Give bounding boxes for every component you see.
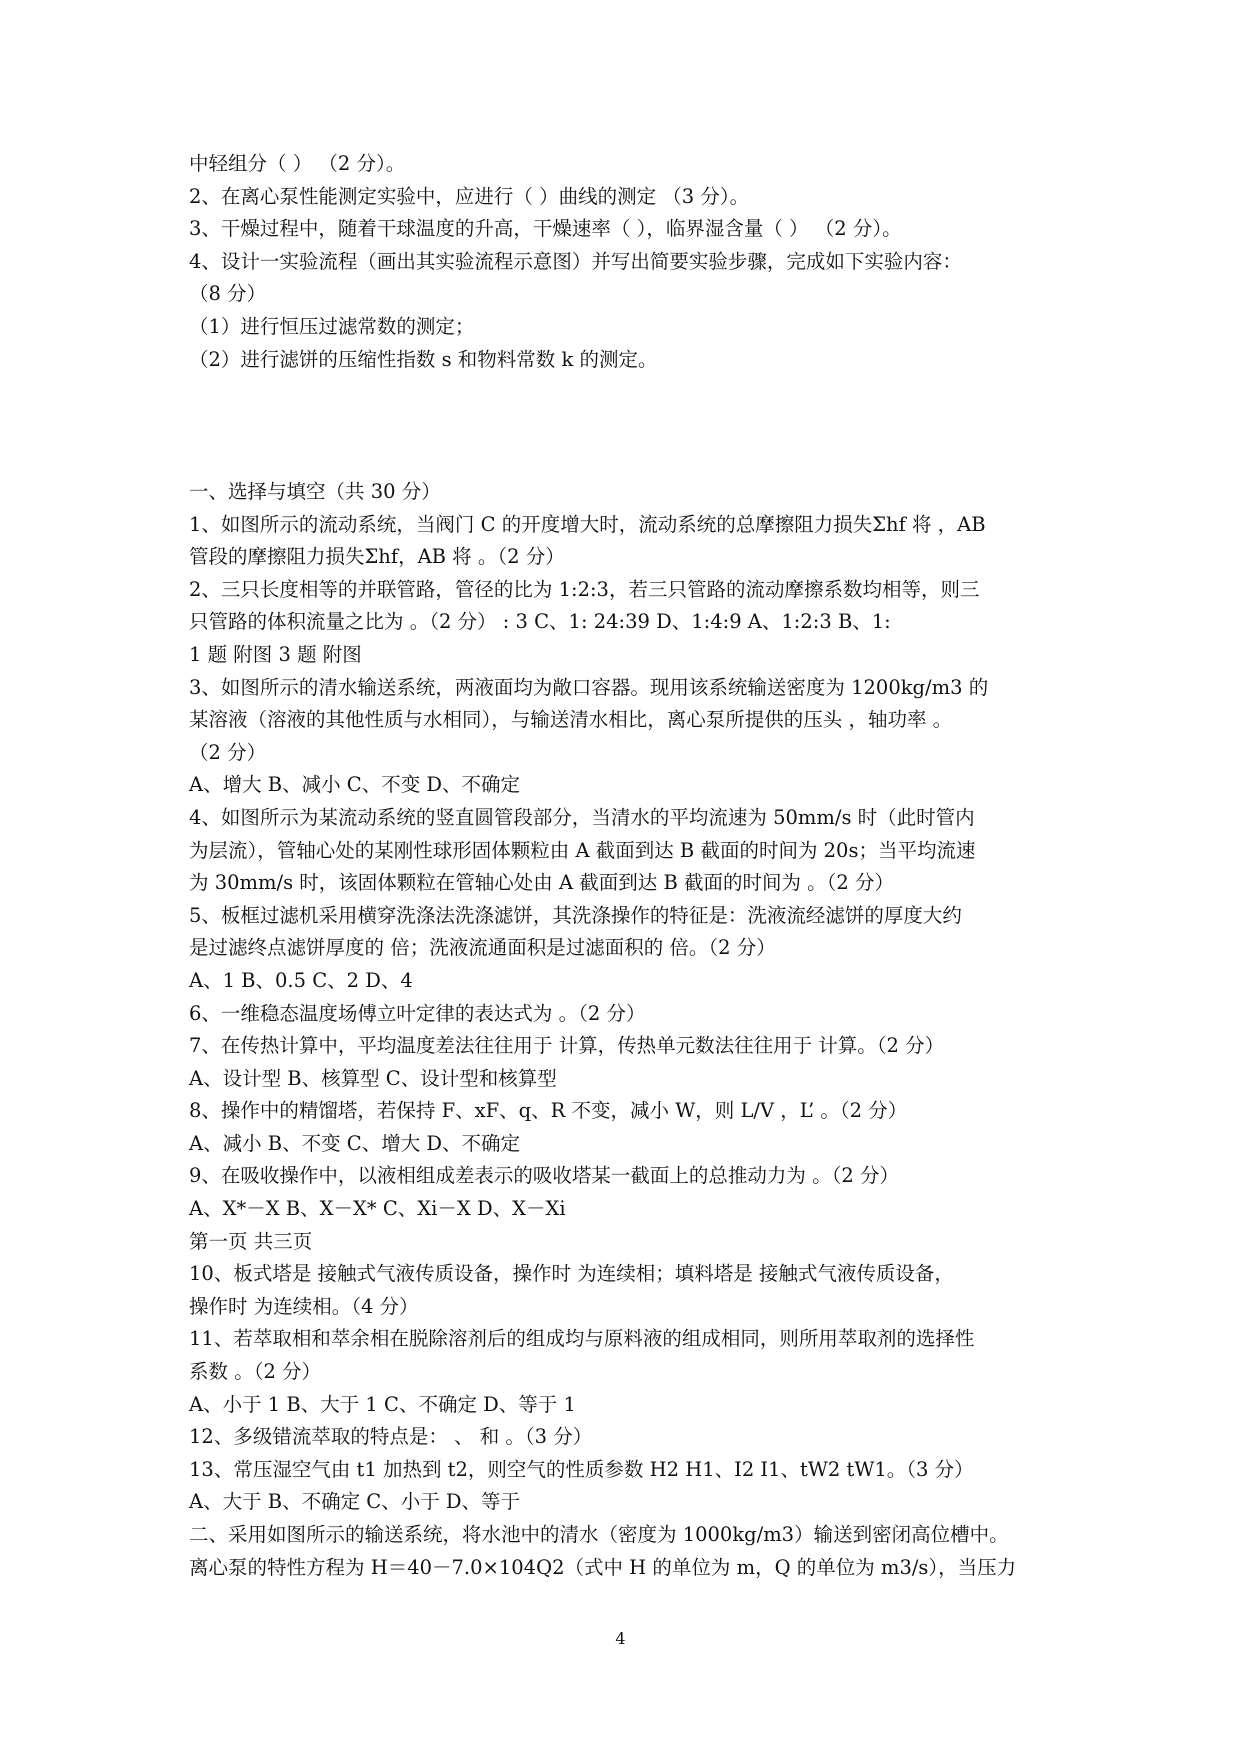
text-line: 二、采用如图所示的输送系统，将水池中的清水（密度为 1000kg/m3）输送到密闭高位槽中。 <box>189 1523 1009 1546</box>
text-line: 1 题 附图 3 题 附图 <box>189 642 362 666</box>
text-line: （2 分） <box>189 740 267 764</box>
text-line: 第一页 共三页 <box>189 1229 313 1253</box>
text-line: 操作时 为连续相。（4 分） <box>189 1294 419 1318</box>
text-line: 4、如图所示为某流动系统的竖直圆管段部分，当清水的平均流速为 50mm/s 时（此时管内 <box>189 805 975 829</box>
text-line: A、大于 B、不确定 C、小于 D、等于 <box>189 1490 521 1514</box>
text-line: A、X*－X B、X－X* C、Xi－X D、X－Xi <box>189 1197 566 1221</box>
text-line: （8 分） <box>189 282 267 306</box>
page-number: 4 <box>615 1629 626 1648</box>
text-line: 5、板框过滤机采用横穿洗涤法洗涤滤饼，其洗涤操作的特征是：洗液流经滤饼的厚度大约 <box>189 903 962 927</box>
text-line: 中轻组分（ ） （2 分）。 <box>189 152 406 175</box>
text-line: 3、干燥过程中，随着干球温度的升高，干燥速率（ ），临界湿含量（ ） （2 分）。 <box>189 217 902 241</box>
text-line: 7、在传热计算中，平均温度差法往往用于 计算，传热单元数法往往用于 计算。（2 分） <box>189 1034 945 1058</box>
text-line: 6、一维稳态温度场傅立叶定律的表达式为 。（2 分） <box>189 1001 646 1025</box>
text-line: A、小于 1 B、大于 1 C、不确定 D、等于 1 <box>189 1392 576 1416</box>
text-line: 系数 。（2 分） <box>189 1360 322 1384</box>
text-block-previous-questions <box>189 148 1069 376</box>
text-line: 为层流），管轴心处的某刚性球形固体颗粒由 A 截面到达 B 截面的时间为 20s；当平均流速 <box>189 838 976 862</box>
text-line: 8、操作中的精馏塔，若保持 F、xF、q、R 不变，减小 W，则 L/V ，L’ 。（2 分） <box>189 1099 908 1123</box>
text-line: 12、多级错流萃取的特点是： 、 和 。（3 分） <box>189 1425 593 1449</box>
text-line: 管段的摩擦阻力损失Σhf，AB 将 。（2 分） <box>189 545 565 569</box>
text-line: 一、选择与填空（共 30 分） <box>189 480 441 503</box>
text-line: A、1 B、0.5 C、2 D、4 <box>189 968 413 992</box>
text-line: 9、在吸收操作中，以液相组成差表示的吸收塔某一截面上的总推动力为 。（2 分） <box>189 1164 899 1188</box>
text-line: 4、设计一实验流程（画出其实验流程示意图）并写出简要实验步骤，完成如下实验内容： <box>189 249 962 273</box>
text-line: 11、若萃取相和萃余相在脱除溶剂后的组成均与原料液的组成相同，则所用萃取剂的选择性 <box>189 1327 975 1351</box>
text-line: 某溶液（溶液的其他性质与水相同），与输送清水相比，离心泵所提供的压头 ，轴功率 。 <box>189 708 953 732</box>
text-line: 2、三只长度相等的并联管路，管径的比为 1:2:3，若三只管路的流动摩擦系数均相等，则三 <box>189 577 980 601</box>
text-line: A、设计型 B、核算型 C、设计型和核算型 <box>189 1066 557 1090</box>
text-line: 是过滤终点滤饼厚度的 倍；洗液流通面积是过滤面积的 倍。（2 分） <box>189 936 776 960</box>
text-line: （1）进行恒压过滤常数的测定； <box>189 314 475 338</box>
text-line: （2）进行滤饼的压缩性指数 s 和物料常数 k 的测定。 <box>189 347 658 371</box>
text-line: 只管路的体积流量之比为 。（2 分） : 3 C、1: 24:39 D、1:4:9 A、1:2:3 B、1: <box>189 610 891 634</box>
text-line: 3、如图所示的清水输送系统，两液面均为敞口容器。现用该系统输送密度为 1200kg/m3 的 <box>189 675 989 699</box>
text-line: 离心泵的特性方程为 H＝40－7.0×104Q2（式中 H 的单位为 m，Q 的单位为 m3/s），当压力 <box>189 1555 1017 1579</box>
text-line: A、减小 B、不变 C、增大 D、不确定 <box>189 1131 521 1155</box>
text-line: 13、常压湿空气由 t1 加热到 t2，则空气的性质参数 H2 H1、I2 I1、tW2 tW1。（3 分） <box>189 1457 974 1481</box>
text-line: 为 30mm/s 时，该固体颗粒在管轴心处由 A 截面到达 B 截面的时间为 。（2 分） <box>189 871 895 895</box>
text-line: 10、板式塔是 接触式气液传质设备，操作时 为连续相；填料塔是 接触式气液传质设备， <box>189 1262 954 1286</box>
text-line: A、增大 B、减小 C、不变 D、不确定 <box>189 773 521 797</box>
text-line: 2、在离心泵性能测定实验中，应进行（ ）曲线的测定 （3 分）。 <box>189 184 750 208</box>
text-line: 1、如图所示的流动系统，当阀门 C 的开度增大时，流动系统的总摩擦阻力损失Σhf 将 ，AB <box>189 512 986 536</box>
text-block-exam-section <box>189 476 1069 1584</box>
